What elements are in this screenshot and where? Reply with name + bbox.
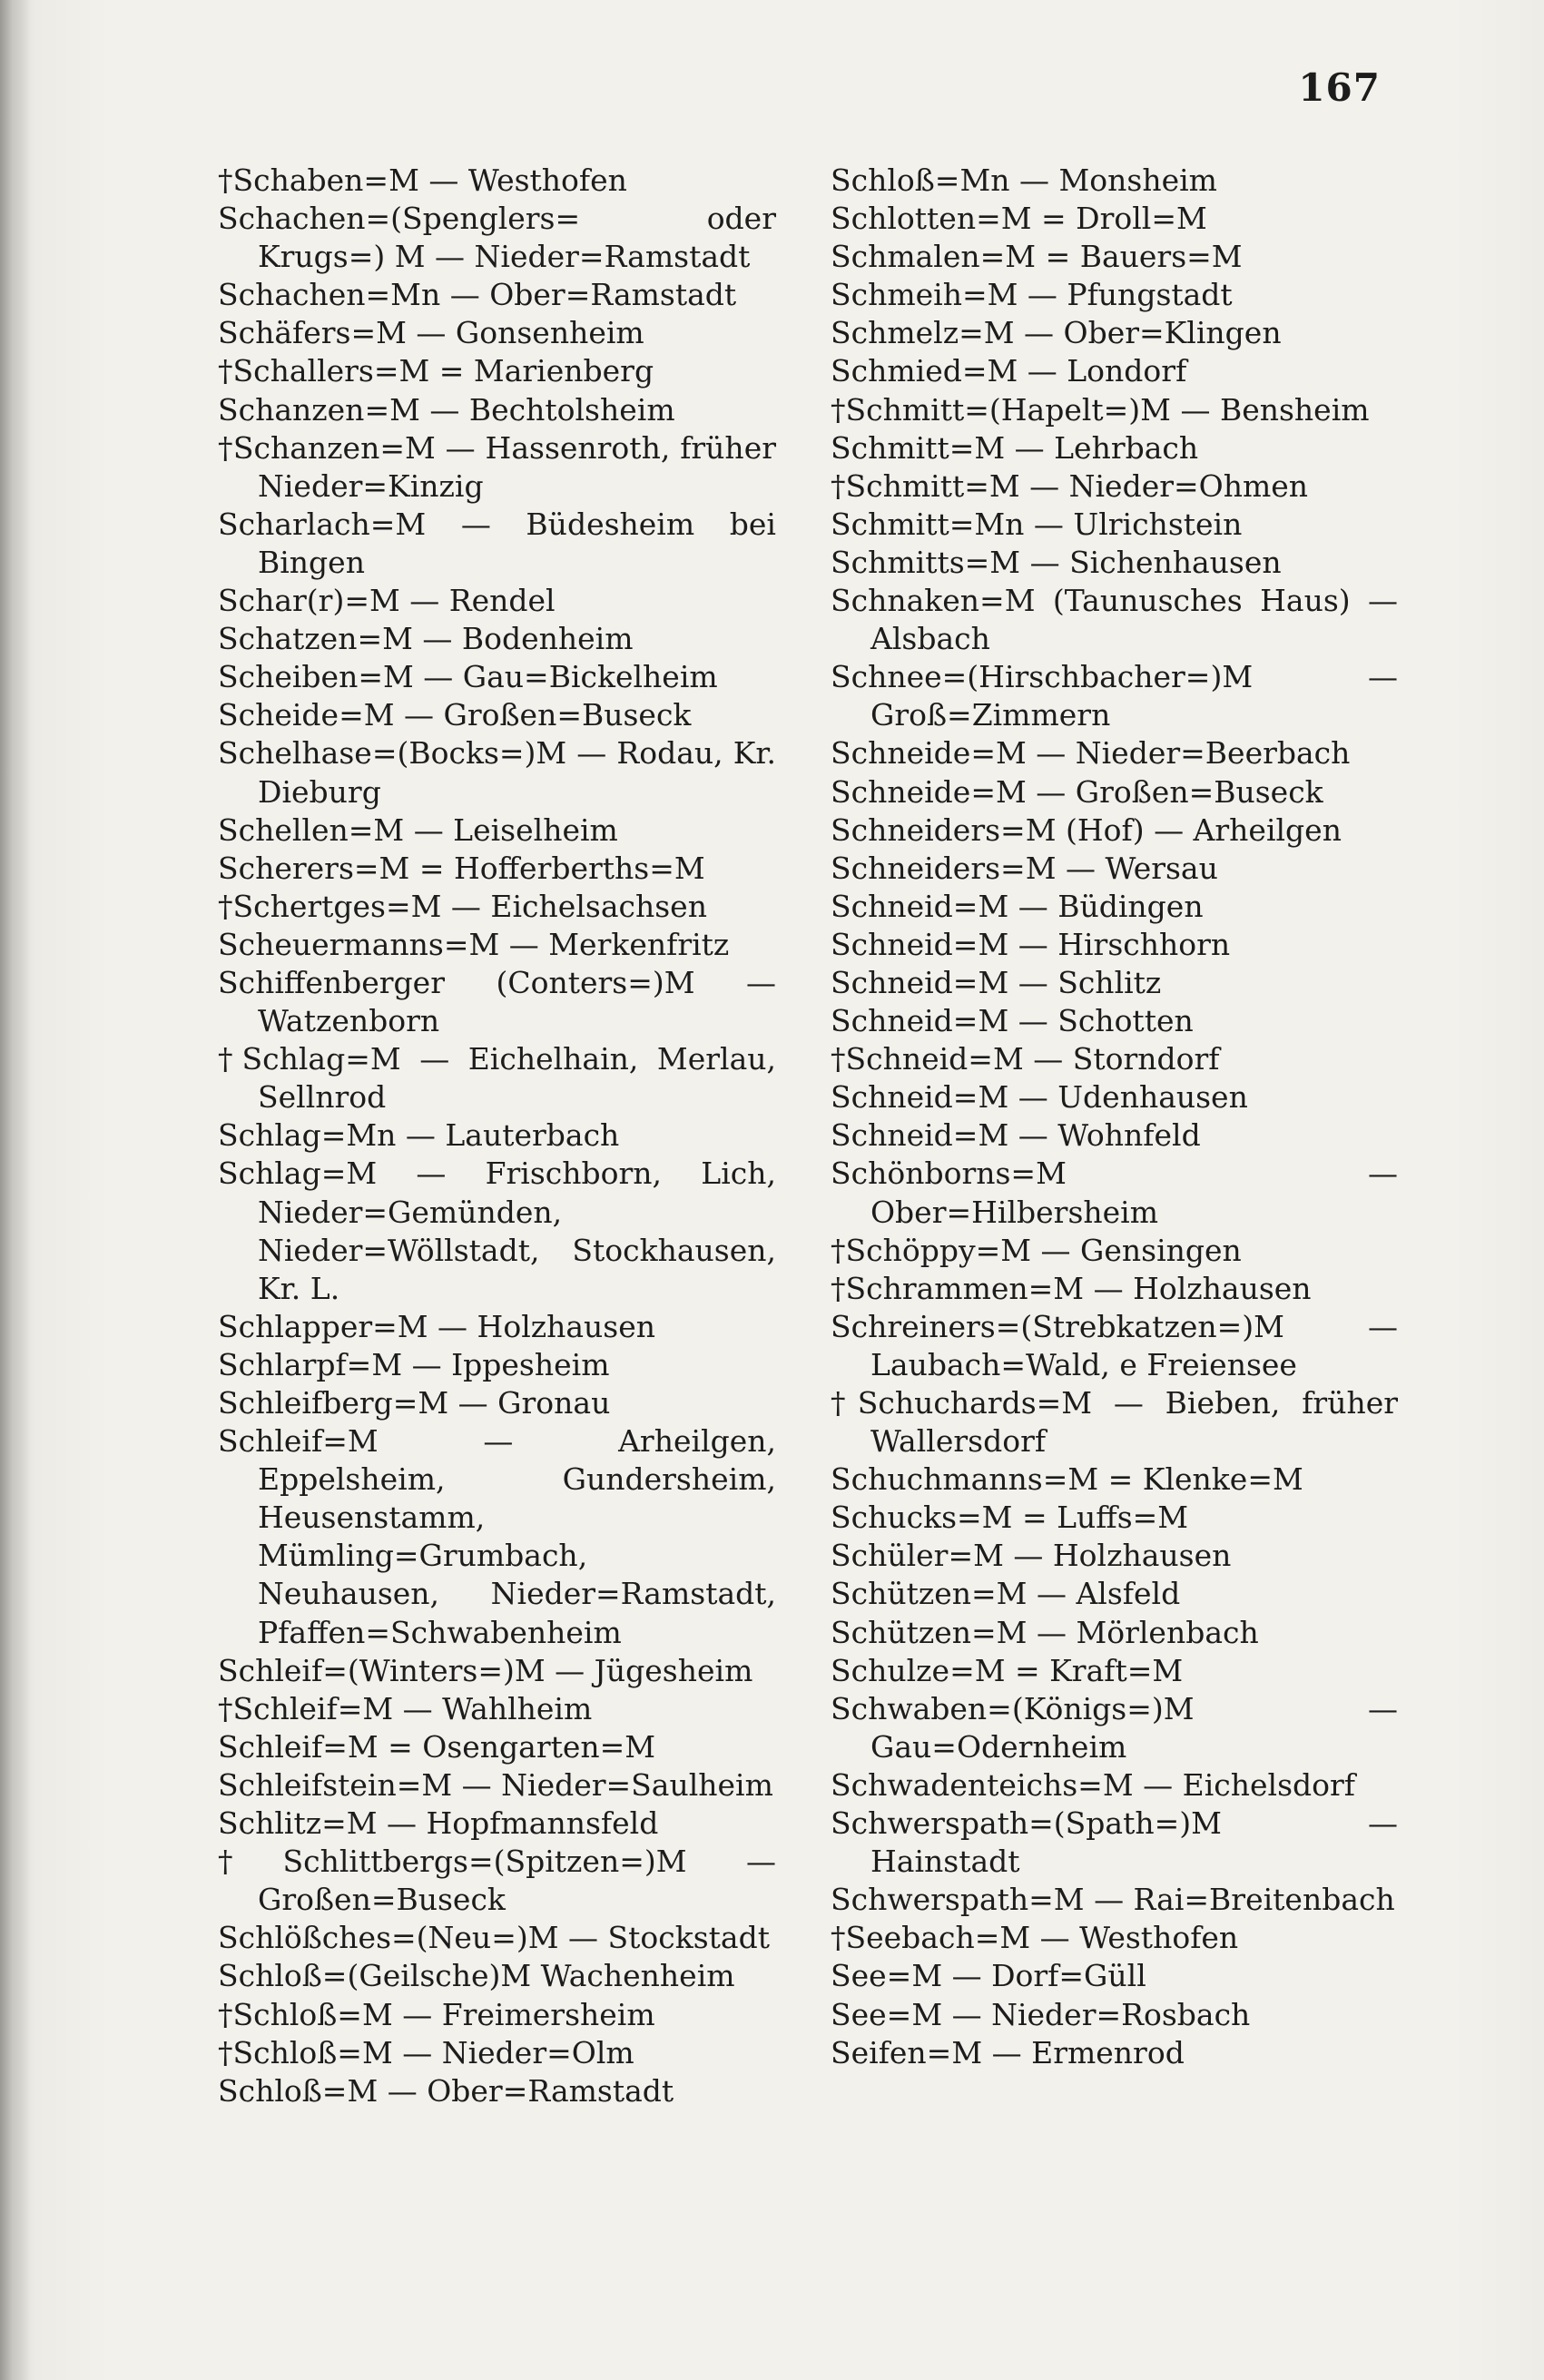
- index-entry: Schlag=M — Frischborn, Lich, Nieder=Gemünden, Nieder=Wöllstadt, Stockhausen, Kr. L.: [218, 1156, 776, 1306]
- index-entry: Scherers=M = Hofferberths=M: [218, 850, 705, 886]
- index-entry: Schützen=M — Mörlenbach: [831, 1614, 1259, 1650]
- index-entry: See=M — Dorf=Güll: [831, 1958, 1146, 1994]
- index-entry: Schloß=Mn — Monsheim: [831, 162, 1217, 198]
- index-entry: Schatzen=M — Bodenheim: [218, 621, 634, 657]
- index-entry: †Schmitt=M — Nieder=Ohmen: [831, 467, 1309, 504]
- index-entry: Schachen=(Spenglers= oder Krugs=) M — Nieder=Ramstadt: [218, 201, 776, 275]
- index-entry: Schreiners=(Strebkatzen=)M — Laubach=Wald, e Freiensee: [831, 1308, 1398, 1382]
- index-entry: †Schneid=M — Storndorf: [831, 1041, 1220, 1077]
- index-entry: Seifen=M — Ermenrod: [831, 2034, 1185, 2070]
- right-column: [831, 162, 1398, 2072]
- index-entry: †Schaben=M — Westhofen: [218, 162, 627, 198]
- index-entry: Schmitts=M — Sichenhausen: [831, 544, 1282, 580]
- index-entry: Schnee=(Hirschbacher=)M — Groß=Zimmern: [831, 659, 1398, 733]
- book-spine-shadow: [0, 0, 31, 2380]
- index-entry: Schneid=M — Schotten: [831, 1003, 1194, 1039]
- index-entry: †Schlag=M — Eichelhain, Merlau, Sellnrod: [218, 1041, 776, 1116]
- index-entry: Schmalen=M = Bauers=M: [831, 239, 1243, 275]
- page-number: 167: [1298, 65, 1381, 110]
- index-entry: Schneid=M — Hirschhorn: [831, 926, 1231, 962]
- index-entry: Schneide=M — Großen=Buseck: [831, 773, 1323, 810]
- index-entry: Schneid=M — Büdingen: [831, 888, 1204, 924]
- index-entry: Schuchmanns=M = Klenke=M: [831, 1461, 1303, 1498]
- index-entry: †Schertges=M — Eichelsachsen: [218, 888, 707, 924]
- index-entry: †Schleif=M — Wahlheim: [218, 1690, 593, 1726]
- index-entry: †Schöppy=M — Gensingen: [831, 1232, 1242, 1268]
- index-entry: Schlößches=(Neu=)M — Stockstadt: [218, 1920, 770, 1956]
- index-entry: Schelhase=(Bocks=)M — Rodau, Kr. Dieburg: [218, 735, 776, 810]
- index-entry: Schellen=M — Leiselheim: [218, 811, 618, 848]
- index-entry: Schneid=M — Udenhausen: [831, 1079, 1248, 1116]
- index-entry: Schlag=Mn — Lauterbach: [218, 1117, 620, 1154]
- index-entry: †Schlittbergs=(Spitzen=)M — Großen=Buseck: [218, 1844, 776, 1918]
- index-entry: Schucks=M = Luffs=M: [831, 1500, 1189, 1536]
- index-entry: Schmeih=M — Pfungstadt: [831, 277, 1233, 313]
- index-entry: Scheuermanns=M — Merkenfritz: [218, 926, 730, 962]
- index-entry: Schanzen=M — Bechtolsheim: [218, 391, 675, 428]
- index-entry: Schneide=M — Nieder=Beerbach: [831, 735, 1351, 772]
- index-entry: Schleif=M — Arheilgen, Eppelsheim, Gundersheim, Heusenstamm, Mümling=Grumbach, Neuhausen, Nieder=Ramstadt, Pfaffen=Schwabenheim: [218, 1423, 776, 1650]
- index-entry: Schachen=Mn — Ober=Ramstadt: [218, 277, 737, 313]
- index-entry: Schwerspath=(Spath=)M — Hainstadt: [831, 1805, 1398, 1880]
- index-entry: Schnaken=M (Taunusches Haus) — Alsbach: [831, 583, 1398, 657]
- index-entry: †Schloß=M — Freimersheim: [218, 1996, 655, 2032]
- index-entry: Schüler=M — Holzhausen: [831, 1538, 1232, 1574]
- index-entry: Scharlach=M — Büdesheim bei Bingen: [218, 506, 776, 580]
- index-entry: †Schmitt=(Hapelt=)M — Bensheim: [831, 391, 1370, 428]
- index-entry: Schloß=(Geilsche)M Wachenheim: [218, 1958, 735, 1994]
- index-entry: †Schallers=M = Marienberg: [218, 353, 654, 389]
- index-entry: Schneiders=M — Wersau: [831, 850, 1218, 886]
- index-entry: Schlapper=M — Holzhausen: [218, 1308, 656, 1344]
- index-entry: Schlitz=M — Hopfmannsfeld: [218, 1805, 659, 1842]
- index-entry: Schlarpf=M — Ippesheim: [218, 1346, 610, 1382]
- index-entry: †Seebach=M — Westhofen: [831, 1920, 1239, 1956]
- index-entry: Schar(r)=M — Rendel: [218, 583, 556, 619]
- index-entry: Schmitt=M — Lehrbach: [831, 429, 1199, 466]
- index-entry: Schleifberg=M — Gronau: [218, 1385, 611, 1421]
- index-entry: Schützen=M — Alsfeld: [831, 1576, 1181, 1612]
- index-entry: Schiffenberger (Conters=)M — Watzenborn: [218, 964, 776, 1039]
- index-entry: Schmelz=M — Ober=Klingen: [831, 315, 1282, 351]
- left-column: [218, 162, 776, 2110]
- index-entry: †Schrammen=M — Holzhausen: [831, 1270, 1312, 1306]
- index-entry: Schönborns=M — Ober=Hilbersheim: [831, 1156, 1398, 1230]
- index-entry: Schwadenteichs=M — Eichelsdorf: [831, 1766, 1355, 1803]
- index-entry: †Schloß=M — Nieder=Olm: [218, 2034, 634, 2070]
- index-entry: See=M — Nieder=Rosbach: [831, 1996, 1251, 2032]
- index-entry: †Schuchards=M — Bieben, früher Wallersdorf: [831, 1385, 1398, 1460]
- index-entry: Schneid=M — Wohnfeld: [831, 1117, 1201, 1154]
- index-entry: Schulze=M = Kraft=M: [831, 1652, 1184, 1688]
- index-entry: Scheide=M — Großen=Buseck: [218, 697, 692, 733]
- index-entry: Schmitt=Mn — Ulrichstein: [831, 506, 1243, 542]
- index-entry: Schmied=M — Londorf: [831, 353, 1187, 389]
- index-entry: Schwerspath=M — Rai=Breitenbach: [831, 1882, 1395, 1918]
- index-entry: Schneiders=M (Hof) — Arheilgen: [831, 811, 1342, 848]
- index-entry: Schleif=(Winters=)M — Jügesheim: [218, 1652, 753, 1688]
- index-entry: †Schanzen=M — Hassenroth, früher Nieder=Kinzig: [218, 429, 776, 504]
- index-entry: Schwaben=(Königs=)M — Gau=Odernheim: [831, 1690, 1398, 1765]
- index-entry: Scheiben=M — Gau=Bickelheim: [218, 659, 718, 695]
- index-entry: Schäfers=M — Gonsenheim: [218, 315, 644, 351]
- index-entry: Schlotten=M = Droll=M: [831, 201, 1207, 237]
- index-entry: Schleif=M = Osengarten=M: [218, 1728, 656, 1765]
- index-entry: Schneid=M — Schlitz: [831, 964, 1162, 1000]
- index-entry: Schleifstein=M — Nieder=Saulheim: [218, 1766, 773, 1803]
- index-entry: Schloß=M — Ober=Ramstadt: [218, 2072, 674, 2109]
